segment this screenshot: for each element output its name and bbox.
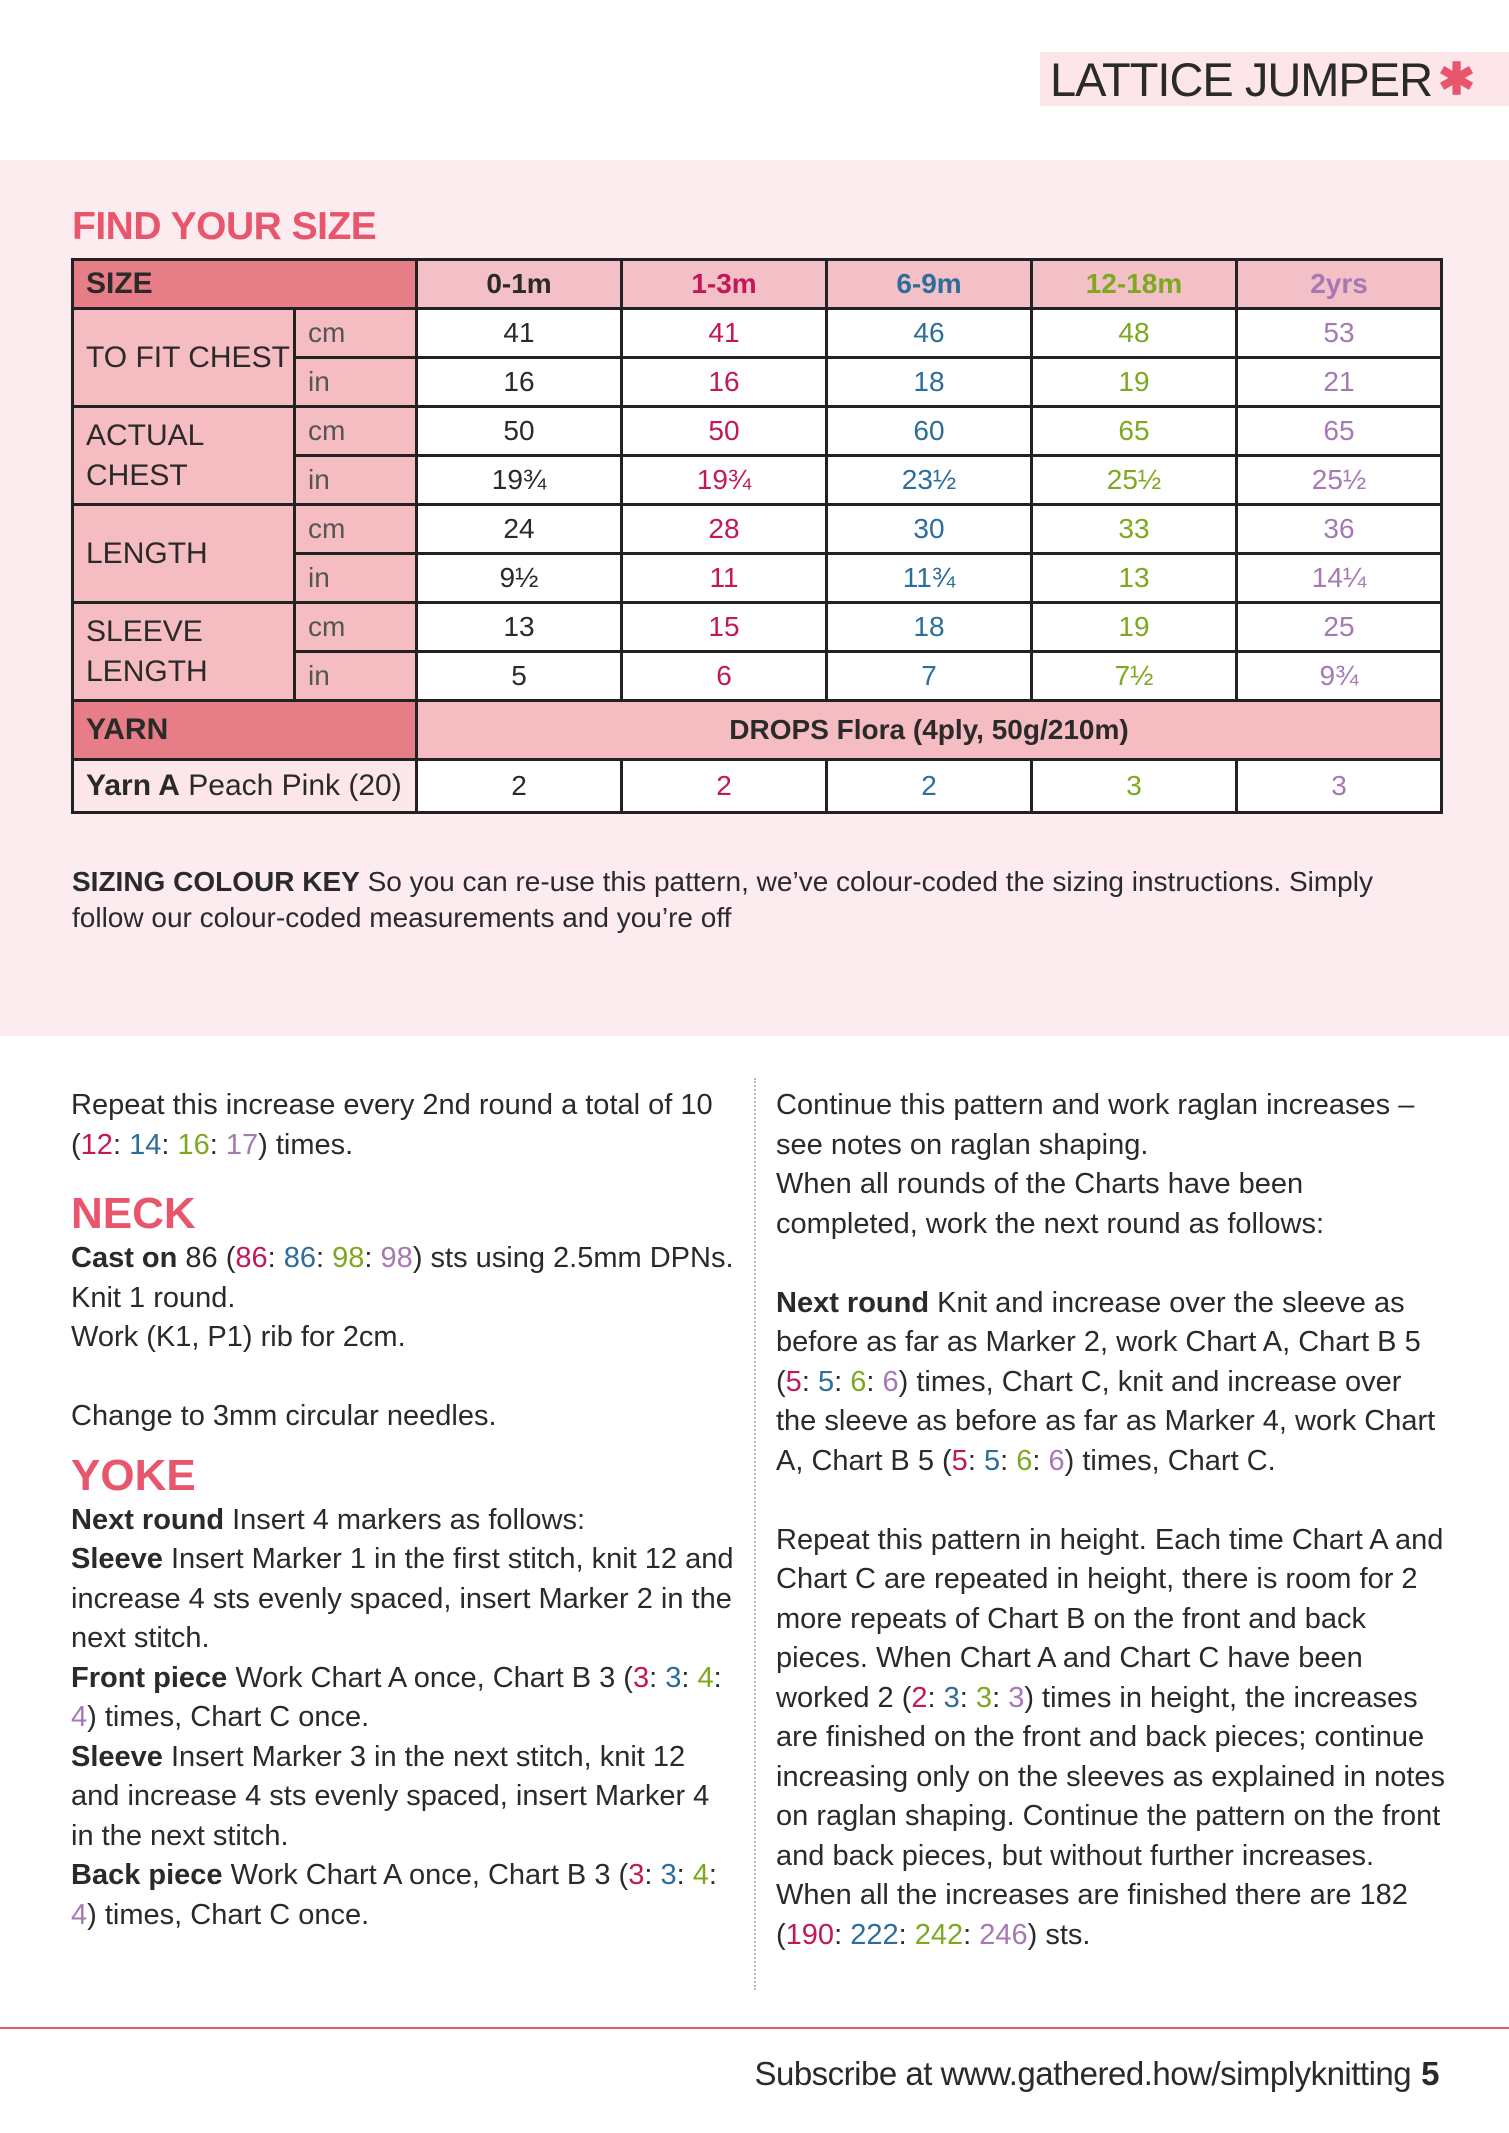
- yarn-a-name: Peach Pink (20): [179, 769, 402, 802]
- colour-key-text: So you can re-use this pattern, we’ve colour-coded the sizing instructions. Simply follow our colour-coded measurements and you’re off: [72, 866, 1373, 933]
- text: ) times, Chart C once.: [87, 1701, 370, 1733]
- unit-cell: cm: [295, 505, 417, 554]
- size-label: SIZE: [73, 260, 417, 309]
- charts-completed-paragraph: When all rounds of the Charts have been completed, work the next round as follows:: [776, 1168, 1325, 1240]
- sleeve-paragraph: [71, 1540, 736, 1659]
- size-value: 17: [225, 1128, 259, 1161]
- bold-label: Next round: [776, 1286, 930, 1319]
- table-cell: 13: [1032, 554, 1237, 603]
- table-cell: 9½: [417, 554, 622, 603]
- size-table: [71, 258, 1443, 814]
- sizing-colour-key: [72, 864, 1432, 936]
- size-value: 6: [1016, 1444, 1033, 1477]
- table-cell: 50: [417, 407, 622, 456]
- unit-cell: in: [295, 652, 417, 701]
- table-cell: 50: [622, 407, 827, 456]
- bold-label: Back piece: [71, 1859, 223, 1891]
- table-cell: 36: [1237, 505, 1442, 554]
- back-piece-paragraph: Back piece Work Chart A once, Chart B 3 (3: 3: 4: 4) times, Chart C once.: [71, 1859, 717, 1931]
- table-cell: 9¾: [1237, 652, 1442, 701]
- sleeve-paragraph: [71, 1738, 736, 1857]
- text: ) times, Chart C.: [1064, 1444, 1276, 1477]
- table-cell: 13: [417, 603, 622, 652]
- column-divider: [754, 1078, 756, 1990]
- yarn-a-bold: Yarn A: [86, 769, 180, 802]
- text: 86 (: [177, 1242, 236, 1274]
- text: Knit and increase over the sleeve as before as far as Marker 2, work Chart A, Chart B 5 (: [776, 1286, 1421, 1398]
- table-cell: 19: [1032, 358, 1237, 407]
- rib-line: Work (K1, P1) rib for 2cm.: [71, 1321, 406, 1353]
- table-cell: 48: [1032, 309, 1237, 358]
- yarn-a-row: [73, 760, 1442, 813]
- table-cell: 3: [1032, 760, 1237, 813]
- size-value: 86: [235, 1242, 268, 1274]
- table-cell: 7: [827, 652, 1032, 701]
- table-cell: 41: [622, 309, 827, 358]
- table-cell: 2: [622, 760, 827, 813]
- size-value: 6: [1048, 1444, 1065, 1477]
- size-value: 242: [914, 1918, 964, 1951]
- bold-label: Sleeve: [71, 1740, 163, 1773]
- text: Repeat this increase every 2nd round a total of 10 (: [71, 1089, 713, 1161]
- yarn-brand: DROPS Flora (4ply, 50g/210m): [417, 701, 1442, 760]
- table-row: [73, 407, 1442, 456]
- row-label: TO FIT CHEST: [73, 309, 295, 407]
- text: Work Chart A once, Chart B 3 (: [227, 1661, 633, 1694]
- size-value: 4: [692, 1859, 709, 1891]
- row-label: LENGTH: [73, 505, 295, 603]
- table-cell: 33: [1032, 505, 1237, 554]
- size-header-cell: 6-9m: [827, 260, 1032, 309]
- size-value: 3: [975, 1681, 993, 1714]
- size-value: 5: [817, 1365, 835, 1398]
- text: ) times in height, the increases are finished on the front and back pieces; continue increasing only on the sleeves as explained in notes on raglan shaping. Continue the pattern on the front and back pieces, but without further increases.: [776, 1681, 1446, 1872]
- footer: [754, 2055, 1439, 2093]
- size-value: 16: [177, 1128, 210, 1161]
- table-row: [73, 603, 1442, 652]
- size-value: 5: [983, 1444, 1001, 1477]
- page-title: LATTICE JUMPER: [1050, 52, 1433, 106]
- size-value: 3: [1008, 1681, 1025, 1714]
- yoke-heading: YOKE: [71, 1450, 196, 1500]
- knit-round-line: Knit 1 round.: [71, 1281, 236, 1314]
- size-value: 190: [785, 1918, 835, 1951]
- table-cell: 18: [827, 603, 1032, 652]
- unit-cell: in: [295, 554, 417, 603]
- size-value: 246: [979, 1918, 1028, 1951]
- text: Work Chart A once, Chart B 3 (: [222, 1859, 629, 1891]
- table-cell: 28: [622, 505, 827, 554]
- bold-label: Next round: [71, 1503, 225, 1536]
- size-value: 3: [628, 1859, 645, 1891]
- size-value: 3: [632, 1661, 650, 1694]
- table-cell: 11: [622, 554, 827, 603]
- table-cell: 60: [827, 407, 1032, 456]
- table-cell: 24: [417, 505, 622, 554]
- text: ) sts using 2.5mm DPNs.: [412, 1242, 734, 1274]
- table-cell: 2: [827, 760, 1032, 813]
- table-cell: 16: [622, 358, 827, 407]
- size-header-cell: 1-3m: [622, 260, 827, 309]
- size-header-cell: 2yrs: [1237, 260, 1442, 309]
- yarn-row: [73, 701, 1442, 760]
- bold-label: Cast on: [71, 1242, 178, 1274]
- left-column: [71, 1086, 736, 1935]
- repeat-increase-paragraph: Repeat this increase every 2nd round a total of 10 (12: 14: 16: 17) times.: [71, 1089, 713, 1161]
- page-number: 5: [1421, 2055, 1439, 2092]
- text: Insert 4 markers as follows:: [224, 1503, 586, 1536]
- table-cell: 7½: [1032, 652, 1237, 701]
- bold-label: Front piece: [71, 1661, 228, 1694]
- bold-label: Sleeve: [71, 1543, 163, 1575]
- size-value: 98: [332, 1242, 365, 1274]
- neck-heading: NECK: [71, 1189, 196, 1238]
- next-round-paragraph: [71, 1501, 736, 1541]
- table-cell: 23½: [827, 456, 1032, 505]
- table-cell: 25: [1237, 603, 1442, 652]
- table-cell: 65: [1237, 407, 1442, 456]
- page-title-banner: [1040, 52, 1509, 106]
- unit-cell: cm: [295, 603, 417, 652]
- size-value: 4: [71, 1701, 88, 1733]
- size-value: 222: [850, 1918, 899, 1951]
- size-value: 86: [283, 1242, 317, 1274]
- table-cell: 6: [622, 652, 827, 701]
- change-needles-line: Change to 3mm circular needles.: [71, 1400, 497, 1432]
- table-cell: 16: [417, 358, 622, 407]
- subscribe-link[interactable]: Subscribe at www.gathered.how/simplyknitting: [754, 2055, 1412, 2092]
- text: When all the increases are finished there are 182 (: [776, 1879, 1408, 1951]
- text: ) times, Chart C once.: [87, 1898, 370, 1931]
- size-value: 14: [129, 1128, 162, 1161]
- size-heading: FIND YOUR SIZE: [72, 205, 377, 248]
- table-cell: 18: [827, 358, 1032, 407]
- continue-paragraph: Continue this pattern and work raglan increases – see notes on raglan shaping.: [776, 1089, 1415, 1161]
- table-row: [73, 309, 1442, 358]
- unit-cell: cm: [295, 407, 417, 456]
- size-value: 3: [660, 1859, 677, 1891]
- table-cell: 11¾: [827, 554, 1032, 603]
- table-cell: 65: [1032, 407, 1237, 456]
- text: ) times.: [258, 1128, 354, 1161]
- size-value: 6: [882, 1365, 899, 1398]
- right-column: [776, 1086, 1446, 1955]
- size-value: 4: [697, 1661, 714, 1694]
- size-header-cell: 12-18m: [1032, 260, 1237, 309]
- size-value: 3: [665, 1661, 682, 1694]
- text: ) times, Chart C, knit and increase over the sleeve as before as far as Marker 4, work Chart A, Chart B 5 (: [776, 1365, 1436, 1477]
- row-label: SLEEVE LENGTH: [73, 603, 295, 701]
- size-value: 6: [850, 1365, 867, 1398]
- table-cell: 53: [1237, 309, 1442, 358]
- size-value: 4: [71, 1898, 88, 1931]
- star-icon: ✱: [1438, 54, 1474, 104]
- front-piece-paragraph: Front piece Work Chart A once, Chart B 3 (3: 3: 4: 4) times, Chart C once.: [71, 1661, 722, 1733]
- table-cell: 19: [1032, 603, 1237, 652]
- size-value: 3: [943, 1681, 960, 1714]
- yarn-a-label: [73, 760, 417, 813]
- table-cell: 46: [827, 309, 1032, 358]
- table-cell: 14¼: [1237, 554, 1442, 603]
- table-cell: 15: [622, 603, 827, 652]
- table-cell: 41: [417, 309, 622, 358]
- size-header-row: [73, 260, 1442, 309]
- text: ) sts.: [1027, 1918, 1091, 1951]
- yarn-label: YARN: [73, 701, 417, 760]
- size-header-cell: 0-1m: [417, 260, 622, 309]
- text: Insert Marker 1 in the first stitch, knit 12 and increase 4 sts evenly spaced, insert Marker 2 in the next stitch.: [71, 1543, 734, 1654]
- row-label: ACTUAL CHEST: [73, 407, 295, 505]
- table-cell: 30: [827, 505, 1032, 554]
- table-cell: 5: [417, 652, 622, 701]
- colour-key-bold: SIZING COLOUR KEY: [72, 866, 360, 897]
- unit-cell: in: [295, 358, 417, 407]
- text: Insert Marker 3 in the next stitch, knit 12 and increase 4 sts evenly spaced, insert Marker 4 in the next stitch.: [71, 1740, 710, 1852]
- next-round-paragraph: Next round Knit and increase over the sleeve as before as far as Marker 2, work Chart A, Chart B 5 (5: 5: 6: 6) times, Chart C, knit and increase over the sleeve as before as far as Marker 4, work Chart A, Chart B 5 (5: 5: 6: 6) times, Chart C.: [776, 1286, 1436, 1477]
- repeat-pattern-paragraph: Repeat this pattern in height. Each time Chart A and Chart C are repeated in height, there is room for 2 more repeats of Chart B on the front and back pieces. When Chart A and Chart C have been worked 2 (2: 3: 3: 3) times in height, the increases are finished on the front and back pieces; continue increasing only on the sleeves as explained in notes on raglan shaping. Continue the pattern on the front and back pieces, but without further increases.: [776, 1523, 1446, 1872]
- table-cell: 25½: [1237, 456, 1442, 505]
- unit-cell: in: [295, 456, 417, 505]
- size-value: 5: [785, 1365, 802, 1398]
- size-value: 98: [380, 1242, 413, 1274]
- table-cell: 19¾: [622, 456, 827, 505]
- unit-cell: cm: [295, 309, 417, 358]
- cast-on-paragraph: Cast on 86 (86: 86: 98: 98) sts using 2.5mm DPNs.: [71, 1242, 734, 1274]
- text: Repeat this pattern in height. Each time Chart A and Chart C are repeated in height, there is room for 2 more repeats of Chart B on the front and back pieces. When Chart A and Chart C have been worked 2 (: [776, 1523, 1444, 1714]
- table-cell: 2: [417, 760, 622, 813]
- final-count-paragraph: When all the increases are finished there are 182 (190: 222: 242: 246) sts.: [776, 1879, 1408, 1951]
- table-cell: 25½: [1032, 456, 1237, 505]
- table-cell: 21: [1237, 358, 1442, 407]
- size-value: 5: [951, 1444, 968, 1477]
- table-cell: 19¾: [417, 456, 622, 505]
- size-value: 12: [80, 1128, 113, 1161]
- size-value: 2: [911, 1681, 928, 1714]
- table-cell: 3: [1237, 760, 1442, 813]
- table-row: [73, 505, 1442, 554]
- footer-rule: [0, 2027, 1509, 2029]
